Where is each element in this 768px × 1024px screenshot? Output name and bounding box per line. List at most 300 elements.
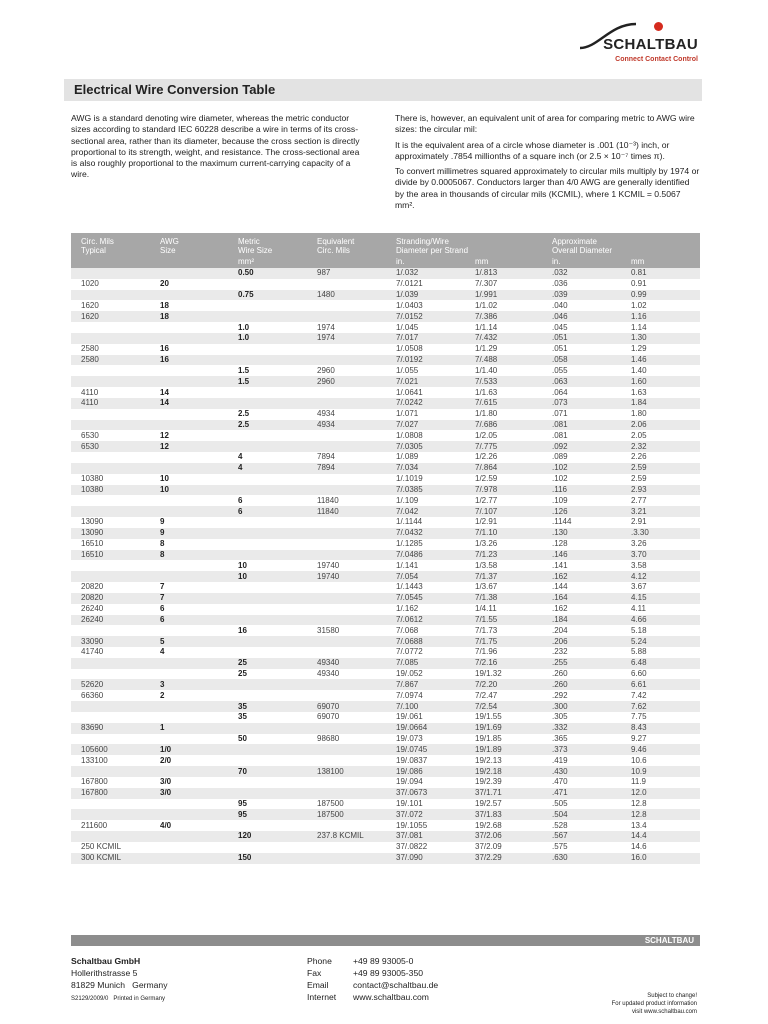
diameter-in-cell: .470 bbox=[542, 777, 621, 788]
equiv-circ-mils-cell bbox=[307, 344, 386, 355]
stranding-mm-cell: 19/1.85 bbox=[465, 734, 542, 745]
stranding-in-cell: 1/.089 bbox=[386, 452, 465, 463]
diameter-in-cell: .102 bbox=[542, 463, 621, 474]
diameter-mm-cell: 14.4 bbox=[621, 831, 700, 842]
stranding-mm-cell: 1/2.77 bbox=[465, 495, 542, 506]
diameter-in-cell: .504 bbox=[542, 809, 621, 820]
awg-size-cell: 5 bbox=[150, 636, 228, 647]
diameter-mm-cell: 5.24 bbox=[621, 636, 700, 647]
awg-size-cell bbox=[150, 571, 228, 582]
stranding-mm-cell: 1/1.29 bbox=[465, 344, 542, 355]
awg-size-cell bbox=[150, 333, 228, 344]
diameter-mm-cell: 11.9 bbox=[621, 777, 700, 788]
stranding-mm-cell: 7/2.47 bbox=[465, 690, 542, 701]
diameter-in-cell: .232 bbox=[542, 647, 621, 658]
diameter-in-cell: .292 bbox=[542, 690, 621, 701]
diameter-in-cell: .505 bbox=[542, 799, 621, 810]
stranding-in-cell: 7/.027 bbox=[386, 420, 465, 431]
awg-size-cell bbox=[150, 625, 228, 636]
contact-row bbox=[307, 979, 438, 991]
header-equivalent-circ-mils: Equivalent Circ. Mils bbox=[307, 233, 386, 257]
stranding-in-cell: 19/.073 bbox=[386, 734, 465, 745]
intro-paragraph: To convert millimetres squared approximately to circular mils multiply by 1974 or divide by 0.0005067. Conductors larger than 4/0 AWG are generally identified by the area in thousands of circular mils (KCMIL), where 1 KCMIL = 0.5067 mm². bbox=[395, 166, 700, 211]
diameter-mm-cell: 2.93 bbox=[621, 485, 700, 496]
email-link[interactable]: contact@schaltbau.de bbox=[353, 980, 439, 990]
diameter-in-cell: .419 bbox=[542, 755, 621, 766]
brand-name: SCHALTBAU bbox=[603, 36, 698, 53]
diameter-in-cell: .255 bbox=[542, 658, 621, 669]
diameter-mm-cell: 3.67 bbox=[621, 582, 700, 593]
stranding-mm-cell: 7/.775 bbox=[465, 441, 542, 452]
stranding-in-cell: 19/.094 bbox=[386, 777, 465, 788]
table-row bbox=[71, 842, 700, 853]
equiv-circ-mils-cell bbox=[307, 647, 386, 658]
stranding-in-cell: 1/.162 bbox=[386, 604, 465, 615]
circ-mils-cell: 300 KCMIL bbox=[71, 853, 150, 864]
diameter-mm-cell: 2.59 bbox=[621, 463, 700, 474]
awg-size-cell: 1 bbox=[150, 723, 228, 734]
metric-size-cell: 16 bbox=[228, 625, 307, 636]
table-row bbox=[71, 560, 700, 571]
header-awg-size: AWG Size bbox=[150, 233, 228, 257]
circ-mils-cell: 83690 bbox=[71, 723, 150, 734]
metric-size-cell bbox=[228, 528, 307, 539]
awg-size-cell: 4 bbox=[150, 647, 228, 658]
table-row bbox=[71, 300, 700, 311]
stranding-mm-cell: 7/.533 bbox=[465, 376, 542, 387]
circ-mils-cell: 52620 bbox=[71, 679, 150, 690]
metric-size-cell: 6 bbox=[228, 495, 307, 506]
header-stranding: Stranding/Wire Diameter per Strand bbox=[386, 233, 542, 257]
unit-cell: mm² bbox=[228, 257, 307, 268]
equiv-circ-mils-cell: 1974 bbox=[307, 322, 386, 333]
metric-size-cell: 25 bbox=[228, 658, 307, 669]
diameter-mm-cell: 10.9 bbox=[621, 766, 700, 777]
diameter-mm-cell: 7.42 bbox=[621, 690, 700, 701]
stranding-in-cell: 7/.042 bbox=[386, 506, 465, 517]
diameter-in-cell: .089 bbox=[542, 452, 621, 463]
equiv-circ-mils-cell bbox=[307, 820, 386, 831]
awg-size-cell: 6 bbox=[150, 615, 228, 626]
unit-cell bbox=[71, 257, 150, 268]
metric-size-cell: 6 bbox=[228, 506, 307, 517]
contact-label: Internet bbox=[307, 992, 337, 1002]
stranding-in-cell: 19/.052 bbox=[386, 669, 465, 680]
diameter-mm-cell: 1.63 bbox=[621, 387, 700, 398]
metric-size-cell bbox=[228, 690, 307, 701]
table-row bbox=[71, 279, 700, 290]
note-line: visit www.schaltbau.com bbox=[631, 1009, 697, 1015]
stranding-mm-cell: 7/2.54 bbox=[465, 701, 542, 712]
diameter-mm-cell: 3.58 bbox=[621, 560, 700, 571]
stranding-mm-cell: 7/1.96 bbox=[465, 647, 542, 658]
circ-mils-cell: 10380 bbox=[71, 485, 150, 496]
awg-size-cell bbox=[150, 658, 228, 669]
diameter-mm-cell: 8.43 bbox=[621, 723, 700, 734]
table-row bbox=[71, 669, 700, 680]
circ-mils-cell: 1620 bbox=[71, 300, 150, 311]
diameter-in-cell: .039 bbox=[542, 290, 621, 301]
stranding-in-cell: 1/.1144 bbox=[386, 517, 465, 528]
diameter-mm-cell: 4.11 bbox=[621, 604, 700, 615]
metric-size-cell: 2.5 bbox=[228, 420, 307, 431]
diameter-in-cell: .332 bbox=[542, 723, 621, 734]
diameter-mm-cell: 1.30 bbox=[621, 333, 700, 344]
table-row bbox=[71, 430, 700, 441]
equiv-circ-mils-cell bbox=[307, 485, 386, 496]
awg-size-cell: 7 bbox=[150, 593, 228, 604]
circ-mils-cell: 26240 bbox=[71, 604, 150, 615]
metric-size-cell: 1.5 bbox=[228, 376, 307, 387]
contact-row bbox=[307, 967, 438, 979]
circ-mils-cell bbox=[71, 365, 150, 376]
table-row bbox=[71, 452, 700, 463]
stranding-mm-cell: 37/2.29 bbox=[465, 853, 542, 864]
circ-mils-cell: 6530 bbox=[71, 430, 150, 441]
table-row bbox=[71, 701, 700, 712]
diameter-mm-cell: 6.60 bbox=[621, 669, 700, 680]
diameter-in-cell: .164 bbox=[542, 593, 621, 604]
equiv-circ-mils-cell bbox=[307, 528, 386, 539]
equiv-circ-mils-cell bbox=[307, 777, 386, 788]
diameter-in-cell: .045 bbox=[542, 322, 621, 333]
diameter-mm-cell: 7.62 bbox=[621, 701, 700, 712]
equiv-circ-mils-cell: 4934 bbox=[307, 409, 386, 420]
diameter-in-cell: .051 bbox=[542, 333, 621, 344]
diameter-mm-cell: 5.88 bbox=[621, 647, 700, 658]
metric-size-cell bbox=[228, 398, 307, 409]
stranding-mm-cell: 37/2.09 bbox=[465, 842, 542, 853]
metric-size-cell bbox=[228, 604, 307, 615]
diameter-in-cell: .064 bbox=[542, 387, 621, 398]
circ-mils-cell: 2580 bbox=[71, 344, 150, 355]
stranding-mm-cell: 19/1.89 bbox=[465, 744, 542, 755]
table-row bbox=[71, 744, 700, 755]
equiv-circ-mils-cell: 19740 bbox=[307, 571, 386, 582]
stranding-in-cell: 7/.085 bbox=[386, 658, 465, 669]
table-row bbox=[71, 809, 700, 820]
unit-cell: mm bbox=[621, 257, 700, 268]
circ-mils-cell bbox=[71, 322, 150, 333]
header-overall-diameter: Approximate Overall Diameter bbox=[542, 233, 700, 257]
table-row bbox=[71, 290, 700, 301]
table-row bbox=[71, 853, 700, 864]
diameter-in-cell: .032 bbox=[542, 268, 621, 279]
table-row bbox=[71, 679, 700, 690]
awg-size-cell bbox=[150, 560, 228, 571]
equiv-circ-mils-cell: 11840 bbox=[307, 506, 386, 517]
stranding-mm-cell: 7/1.38 bbox=[465, 593, 542, 604]
equiv-circ-mils-cell: 4934 bbox=[307, 420, 386, 431]
diameter-in-cell: .575 bbox=[542, 842, 621, 853]
awg-size-cell bbox=[150, 322, 228, 333]
metric-size-cell bbox=[228, 820, 307, 831]
diameter-in-cell: .144 bbox=[542, 582, 621, 593]
circ-mils-cell bbox=[71, 333, 150, 344]
diameter-mm-cell: 1.80 bbox=[621, 409, 700, 420]
table-header-row bbox=[71, 233, 700, 257]
stranding-in-cell: 7/.0152 bbox=[386, 311, 465, 322]
table-row bbox=[71, 517, 700, 528]
diameter-in-cell: .055 bbox=[542, 365, 621, 376]
metric-size-cell bbox=[228, 777, 307, 788]
circ-mils-cell: 1020 bbox=[71, 279, 150, 290]
circ-mils-cell bbox=[71, 712, 150, 723]
diameter-mm-cell: 3.70 bbox=[621, 550, 700, 561]
page-title: Electrical Wire Conversion Table bbox=[74, 82, 276, 97]
conversion-table bbox=[71, 233, 700, 864]
awg-size-cell bbox=[150, 701, 228, 712]
diameter-mm-cell: 12.8 bbox=[621, 799, 700, 810]
circ-mils-cell bbox=[71, 452, 150, 463]
metric-size-cell: 150 bbox=[228, 853, 307, 864]
equiv-circ-mils-cell: 2960 bbox=[307, 365, 386, 376]
metric-size-cell bbox=[228, 311, 307, 322]
stranding-mm-cell: 1/1.40 bbox=[465, 365, 542, 376]
metric-size-cell: 25 bbox=[228, 669, 307, 680]
stranding-mm-cell: 7/.864 bbox=[465, 463, 542, 474]
diameter-in-cell: .1144 bbox=[542, 517, 621, 528]
circ-mils-cell: 26240 bbox=[71, 615, 150, 626]
metric-size-cell bbox=[228, 593, 307, 604]
stranding-mm-cell: 19/2.57 bbox=[465, 799, 542, 810]
diameter-mm-cell: 12.8 bbox=[621, 809, 700, 820]
metric-size-cell bbox=[228, 517, 307, 528]
note-line: For updated product information bbox=[611, 1001, 697, 1007]
table-row bbox=[71, 463, 700, 474]
stranding-mm-cell: 37/1.71 bbox=[465, 788, 542, 799]
stranding-in-cell: 37/.0822 bbox=[386, 842, 465, 853]
circ-mils-cell: 16510 bbox=[71, 550, 150, 561]
stranding-in-cell: 19/.086 bbox=[386, 766, 465, 777]
table-row bbox=[71, 734, 700, 745]
diameter-mm-cell: 12.0 bbox=[621, 788, 700, 799]
stranding-in-cell: 7/.017 bbox=[386, 333, 465, 344]
metric-size-cell: 10 bbox=[228, 560, 307, 571]
equiv-circ-mils-cell bbox=[307, 398, 386, 409]
table-row bbox=[71, 712, 700, 723]
equiv-circ-mils-cell: 49340 bbox=[307, 658, 386, 669]
equiv-circ-mils-cell bbox=[307, 853, 386, 864]
diameter-in-cell: .260 bbox=[542, 669, 621, 680]
metric-size-cell bbox=[228, 679, 307, 690]
equiv-circ-mils-cell bbox=[307, 474, 386, 485]
diameter-in-cell: .373 bbox=[542, 744, 621, 755]
stranding-in-cell: 37/.081 bbox=[386, 831, 465, 842]
metric-size-cell bbox=[228, 755, 307, 766]
diameter-mm-cell: 1.02 bbox=[621, 300, 700, 311]
stranding-in-cell: 7/.034 bbox=[386, 463, 465, 474]
stranding-mm-cell: 1/2.59 bbox=[465, 474, 542, 485]
awg-size-cell bbox=[150, 495, 228, 506]
table-row bbox=[71, 777, 700, 788]
stranding-mm-cell: 7/.386 bbox=[465, 311, 542, 322]
table-row bbox=[71, 420, 700, 431]
website-link[interactable]: www.schaltbau.com bbox=[353, 992, 429, 1002]
unit-cell: in. bbox=[542, 257, 621, 268]
awg-size-cell bbox=[150, 712, 228, 723]
circ-mils-cell bbox=[71, 420, 150, 431]
metric-size-cell: 70 bbox=[228, 766, 307, 777]
diameter-in-cell: .102 bbox=[542, 474, 621, 485]
diameter-mm-cell: 4.66 bbox=[621, 615, 700, 626]
company-name: Schaltbau GmbH bbox=[71, 956, 141, 966]
stranding-mm-cell: 1/3.58 bbox=[465, 560, 542, 571]
stranding-in-cell: 19/.101 bbox=[386, 799, 465, 810]
awg-size-cell: 2 bbox=[150, 690, 228, 701]
stranding-in-cell: 7/.0486 bbox=[386, 550, 465, 561]
stranding-in-cell: 1/.0641 bbox=[386, 387, 465, 398]
diameter-in-cell: .128 bbox=[542, 539, 621, 550]
stranding-in-cell: 7/.0772 bbox=[386, 647, 465, 658]
diameter-mm-cell: 2.77 bbox=[621, 495, 700, 506]
diameter-in-cell: .162 bbox=[542, 571, 621, 582]
metric-size-cell: 10 bbox=[228, 571, 307, 582]
awg-size-cell: 14 bbox=[150, 387, 228, 398]
table-row bbox=[71, 495, 700, 506]
equiv-circ-mils-cell bbox=[307, 842, 386, 853]
diameter-in-cell: .206 bbox=[542, 636, 621, 647]
awg-size-cell: 3/0 bbox=[150, 777, 228, 788]
awg-size-cell bbox=[150, 853, 228, 864]
circ-mils-cell: 211600 bbox=[71, 820, 150, 831]
metric-size-cell bbox=[228, 788, 307, 799]
circ-mils-cell bbox=[71, 571, 150, 582]
circ-mils-cell: 13090 bbox=[71, 517, 150, 528]
stranding-in-cell: 1/.0403 bbox=[386, 300, 465, 311]
equiv-circ-mils-cell bbox=[307, 279, 386, 290]
circ-mils-cell: 20820 bbox=[71, 593, 150, 604]
metric-size-cell: 35 bbox=[228, 712, 307, 723]
stranding-in-cell: 37/.090 bbox=[386, 853, 465, 864]
table-row bbox=[71, 615, 700, 626]
equiv-circ-mils-cell: 237.8 KCMIL bbox=[307, 831, 386, 842]
diameter-mm-cell: 9.46 bbox=[621, 744, 700, 755]
table-row bbox=[71, 831, 700, 842]
stranding-in-cell: 1/.1019 bbox=[386, 474, 465, 485]
diameter-in-cell: .365 bbox=[542, 734, 621, 745]
diameter-in-cell: .184 bbox=[542, 615, 621, 626]
metric-size-cell: 50 bbox=[228, 734, 307, 745]
metric-size-cell bbox=[228, 485, 307, 496]
circ-mils-cell bbox=[71, 625, 150, 636]
awg-size-cell: 20 bbox=[150, 279, 228, 290]
stranding-in-cell: 37/.072 bbox=[386, 809, 465, 820]
metric-size-cell bbox=[228, 355, 307, 366]
metric-size-cell bbox=[228, 723, 307, 734]
header-circ-mils: Circ. Mils Typical bbox=[71, 233, 150, 257]
diameter-mm-cell: 9.27 bbox=[621, 734, 700, 745]
table-row bbox=[71, 571, 700, 582]
awg-size-cell: 12 bbox=[150, 441, 228, 452]
diameter-in-cell: .092 bbox=[542, 441, 621, 452]
diameter-in-cell: .040 bbox=[542, 300, 621, 311]
diameter-mm-cell: 1.84 bbox=[621, 398, 700, 409]
diameter-mm-cell: 14.6 bbox=[621, 842, 700, 853]
company-city: 81829 Munich Germany bbox=[71, 980, 168, 990]
table-row bbox=[71, 820, 700, 831]
circ-mils-cell: 10380 bbox=[71, 474, 150, 485]
stranding-mm-cell: 19/1.32 bbox=[465, 669, 542, 680]
header-metric-wire-size: Metric Wire Size bbox=[228, 233, 307, 257]
awg-size-cell: 3/0 bbox=[150, 788, 228, 799]
diameter-mm-cell: 0.99 bbox=[621, 290, 700, 301]
equiv-circ-mils-cell bbox=[307, 311, 386, 322]
table-row bbox=[71, 387, 700, 398]
stranding-in-cell: 37/.0673 bbox=[386, 788, 465, 799]
unit-cell: in. bbox=[386, 257, 465, 268]
circ-mils-cell: 13090 bbox=[71, 528, 150, 539]
circ-mils-cell: 167800 bbox=[71, 777, 150, 788]
table-row bbox=[71, 474, 700, 485]
diameter-in-cell: .146 bbox=[542, 550, 621, 561]
circ-mils-cell bbox=[71, 766, 150, 777]
circ-mils-cell bbox=[71, 701, 150, 712]
diameter-mm-cell: 1.46 bbox=[621, 355, 700, 366]
stranding-in-cell: 1/.055 bbox=[386, 365, 465, 376]
stranding-in-cell: 1/.071 bbox=[386, 409, 465, 420]
table-row bbox=[71, 658, 700, 669]
diameter-mm-cell: 0.81 bbox=[621, 268, 700, 279]
equiv-circ-mils-cell bbox=[307, 744, 386, 755]
circ-mils-cell: 250 KCMIL bbox=[71, 842, 150, 853]
awg-size-cell bbox=[150, 842, 228, 853]
table-row bbox=[71, 799, 700, 810]
diameter-in-cell: .051 bbox=[542, 344, 621, 355]
metric-size-cell bbox=[228, 615, 307, 626]
awg-size-cell bbox=[150, 766, 228, 777]
footer-company bbox=[71, 955, 168, 1005]
diameter-in-cell: .204 bbox=[542, 625, 621, 636]
contact-row bbox=[307, 991, 438, 1003]
stranding-mm-cell: 7/1.75 bbox=[465, 636, 542, 647]
circ-mils-cell bbox=[71, 290, 150, 301]
awg-size-cell bbox=[150, 809, 228, 820]
circ-mils-cell: 6530 bbox=[71, 441, 150, 452]
table-row bbox=[71, 636, 700, 647]
metric-size-cell: 95 bbox=[228, 809, 307, 820]
diameter-in-cell: .116 bbox=[542, 485, 621, 496]
equiv-circ-mils-cell bbox=[307, 679, 386, 690]
stranding-mm-cell: 37/1.83 bbox=[465, 809, 542, 820]
table-row bbox=[71, 550, 700, 561]
stranding-in-cell: 7/.021 bbox=[386, 376, 465, 387]
diameter-mm-cell: 2.06 bbox=[621, 420, 700, 431]
table-units-row bbox=[71, 257, 700, 268]
equiv-circ-mils-cell: 138100 bbox=[307, 766, 386, 777]
awg-size-cell bbox=[150, 290, 228, 301]
intro-left bbox=[71, 113, 367, 185]
diameter-in-cell: .162 bbox=[542, 604, 621, 615]
stranding-in-cell: 7/.0242 bbox=[386, 398, 465, 409]
circ-mils-cell bbox=[71, 658, 150, 669]
awg-size-cell: 12 bbox=[150, 430, 228, 441]
equiv-circ-mils-cell bbox=[307, 582, 386, 593]
table-row bbox=[71, 409, 700, 420]
stranding-in-cell: 7/.0305 bbox=[386, 441, 465, 452]
circ-mils-cell: 4110 bbox=[71, 387, 150, 398]
bottom-brand-bar bbox=[71, 935, 700, 946]
circ-mils-cell: 1620 bbox=[71, 311, 150, 322]
equiv-circ-mils-cell bbox=[307, 604, 386, 615]
stranding-mm-cell: 19/2.18 bbox=[465, 766, 542, 777]
brand-tagline: Connect Contact Control bbox=[615, 56, 698, 63]
diameter-mm-cell: 1.29 bbox=[621, 344, 700, 355]
stranding-in-cell: 1/.109 bbox=[386, 495, 465, 506]
stranding-in-cell: 7/.0432 bbox=[386, 528, 465, 539]
diameter-in-cell: .300 bbox=[542, 701, 621, 712]
diameter-mm-cell: 2.26 bbox=[621, 452, 700, 463]
